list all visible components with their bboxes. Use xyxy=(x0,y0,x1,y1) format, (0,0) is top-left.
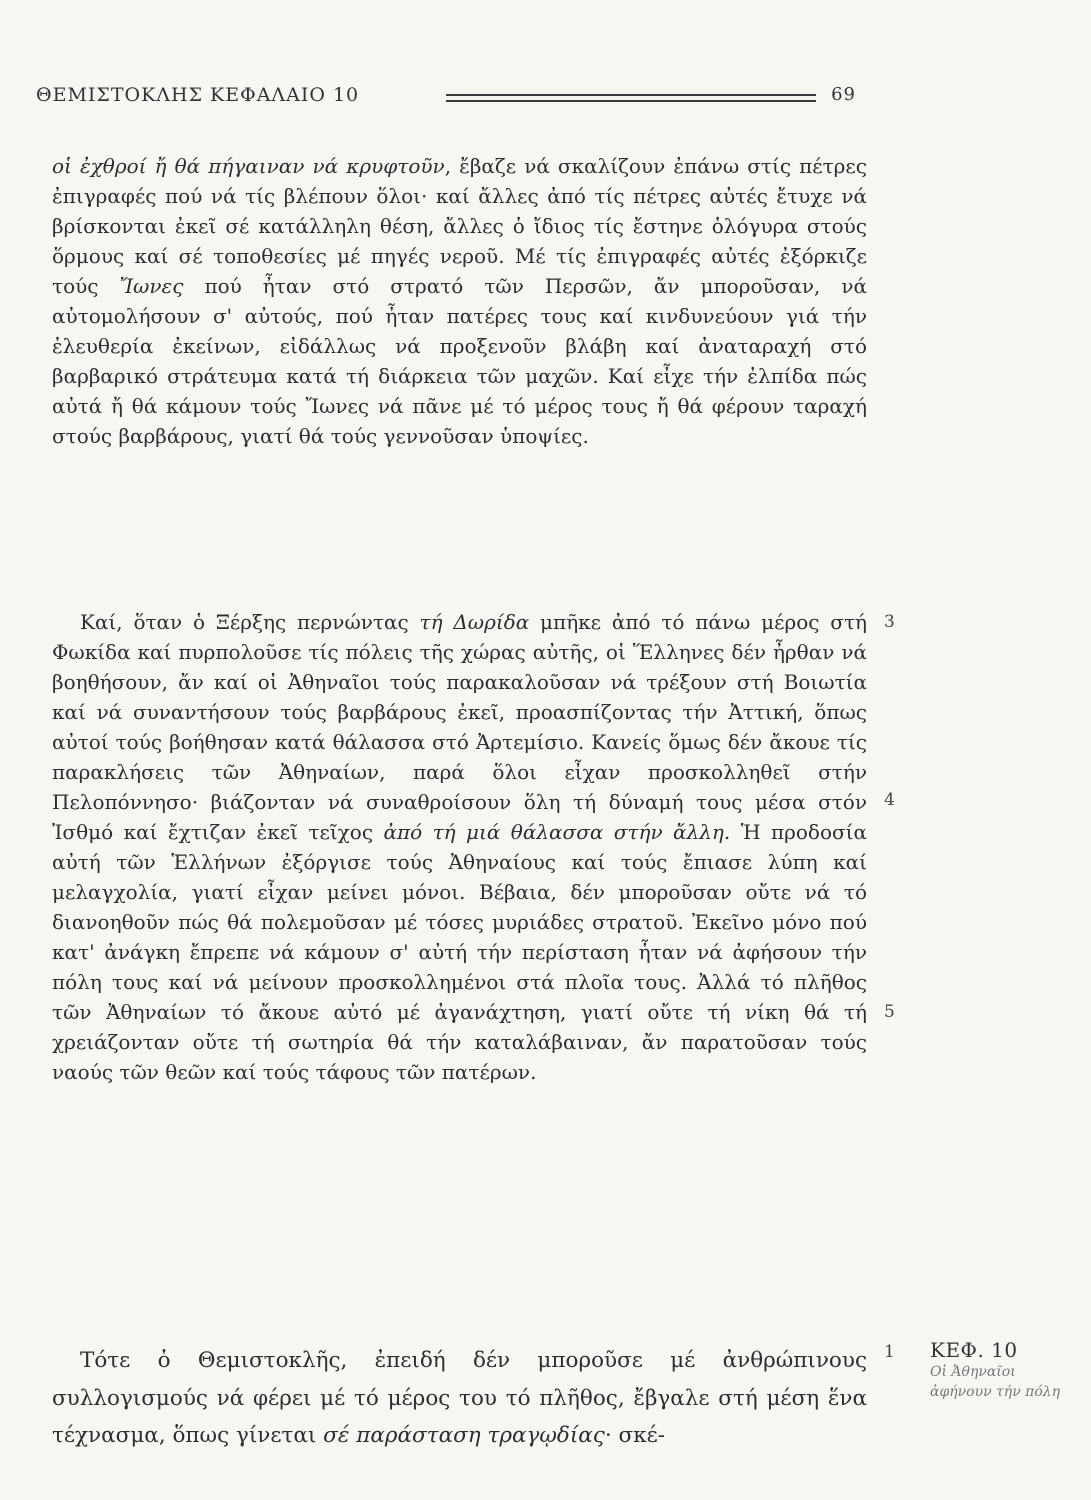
running-title: ΘΕΜΙΣΤΟΚΛΗΣ ΚΕΦΑΛΑΙΟ 10 xyxy=(36,84,360,106)
italic-phrase: τή Δωρίδα xyxy=(419,610,530,634)
chapter-margin-note xyxy=(930,1338,1080,1402)
margin-section-number: 5 xyxy=(884,1002,895,1022)
paragraph-text: . Ἡ προδοσία αὐτή τῶν Ἑλλήνων ἐξόργισε τούς Ἀθηναίους καί τούς ἔπιασε λύπη καί μελαγχολία, γιατί εἶχαν μείνει μόνοι. Βέβαια, δέν μποροῦσαν οὔτε νά τό διανοηθοῦν πώς θά πολεμοῦσαν μέ τόσες μυριάδες στρατοῦ. Ἐκεῖνο μόνο πού κατ' ἀνάγκη ἔπρεπε νά κάμουν σ' αὐτή τήν περίσταση ἦταν νά ἀφήσουν τήν πόλη τους καί νά μείνουν προσκολλημένοι στά πλοῖα τους. Ἀλλά τό πλῆθος τῶν Ἀθηναίων τό ἄκουε αὐτό μέ ἀγανάχτηση, γιατί οὔτε τή νίκη θά τή χρειάζονταν οὔτε τή σωτηρία θά τήν καταλάβαιναν, ἄν παρατοῦσαν τούς ναούς τῶν θεῶν καί τούς τάφους τῶν πατέρων. xyxy=(52,820,867,1084)
page-number: 69 xyxy=(831,84,856,105)
paragraph-text: μπῆκε ἀπό τό πάνω μέρος στή Φωκίδα καί πυρπολοῦσε τίς πόλεις τῆς χώρας αὐτῆς, οἱ Ἕλληνες δέν ἦρθαν νά βοηθήσουν, ἄν καί οἱ Ἀθηναῖοι τούς παρακαλοῦσαν νά τρέξουν στή Βοιωτία καί νά συναντήσουν τούς βαρβάρους ἐκεῖ, προασπίζοντας τήν Ἀττική, ὅπως αὐτοί τούς βοήθησαν κατά θάλασσα στό Ἀρτεμίσιο. Κανείς ὅμως δέν ἄκουε τίς παρακλήσεις τῶν Ἀθηναίων, παρά ὅλοι εἶχαν προσκολληθεῖ στήν Πελοπόννησο· βιάζονταν νά συναθροίσουν ὅλη τή δύναμή τους μέσα στόν Ἰσθμό καί ἔχτιζαν ἐκεῖ τεῖχος xyxy=(52,610,867,844)
paragraph-3 xyxy=(52,1342,867,1455)
italic-phrase: οἱ ἐχθροί ἤ θά πήγαιναν νά κρυφτοῦν xyxy=(52,154,445,178)
paragraph-text: · σκέ- xyxy=(604,1423,666,1448)
paragraph-2 xyxy=(52,607,867,1087)
margin-section-number: 3 xyxy=(884,612,895,632)
paragraph-text: , ἔβαζε νά σκαλίζουν ἐπάνω στίς πέτρες ἐπιγραφές πού νά τίς βλέπουν ὅλοι· καί ἄλλες ἀπό τίς πέτρες αὐτές ἔτυχε νά βρίσκονται ἐκεῖ σέ κατάλληλη θέση, ἄλλες ὁ ἴδιος τίς ἔστηνε ὁλόγυρα στούς ὅρμους καί σέ τοποθεσίες μέ πηγές νεροῦ. Μέ τίς ἐπιγραφές αὐτές ἐξόρκιζε τούς xyxy=(52,154,867,298)
paragraph-text: Τότε ὁ Θεμιστοκλῆς, ἐπειδή δέν μποροῦσε μέ ἀνθρώπινους συλλογισμούς νά φέρει μέ τό μέρος του τό πλῆθος, ἔβγαλε στή μέση ἕνα τέχνασμα, ὅπως γίνεται xyxy=(52,1348,867,1448)
italic-phrase: ἀπό τή μιά θάλασσα στήν ἄλλη xyxy=(383,820,724,844)
running-header xyxy=(36,84,856,116)
paragraph-1 xyxy=(52,151,867,451)
italic-phrase: Ἴωνες xyxy=(119,274,184,298)
margin-section-number: 4 xyxy=(884,790,895,810)
margin-section-number: 1 xyxy=(884,1342,895,1362)
chapter-summary: Οἱ Ἀθηναῖοι ἀφήνουν τήν πόλη xyxy=(930,1364,1061,1400)
paragraph-text: Καί, ὅταν ὁ Ξέρξης περνώντας xyxy=(80,610,420,634)
header-double-rule xyxy=(446,94,816,102)
chapter-label: ΚΕΦ. 10 xyxy=(930,1338,1018,1362)
paragraph-text: πού ἦταν στό στρατό τῶν Περσῶν, ἄν μποροῦσαν, νά αὐτομολήσουν σ' αὐτούς, πού ἦταν πατέρες τους καί κινδυνεύουν γιά τήν ἐλευθερία ἐκείνων, εἰδάλλως νά προξενοῦν βλάβη καί ἀναταραχή στό βαρβαρικό στράτευμα κατά τή διάρκεια τῶν μαχῶν. Καί εἶχε τήν ἐλπίδα πώς αὐτά ἤ θά κάμουν τούς Ἴωνες νά πᾶνε μέ τό μέρος τους ἤ θά φέρουν ταραχή στούς βαρβάρους, γιατί θά τούς γεννοῦσαν ὑποψίες. xyxy=(52,274,868,448)
italic-phrase: σέ παράσταση τραγῳδίας xyxy=(323,1423,605,1448)
